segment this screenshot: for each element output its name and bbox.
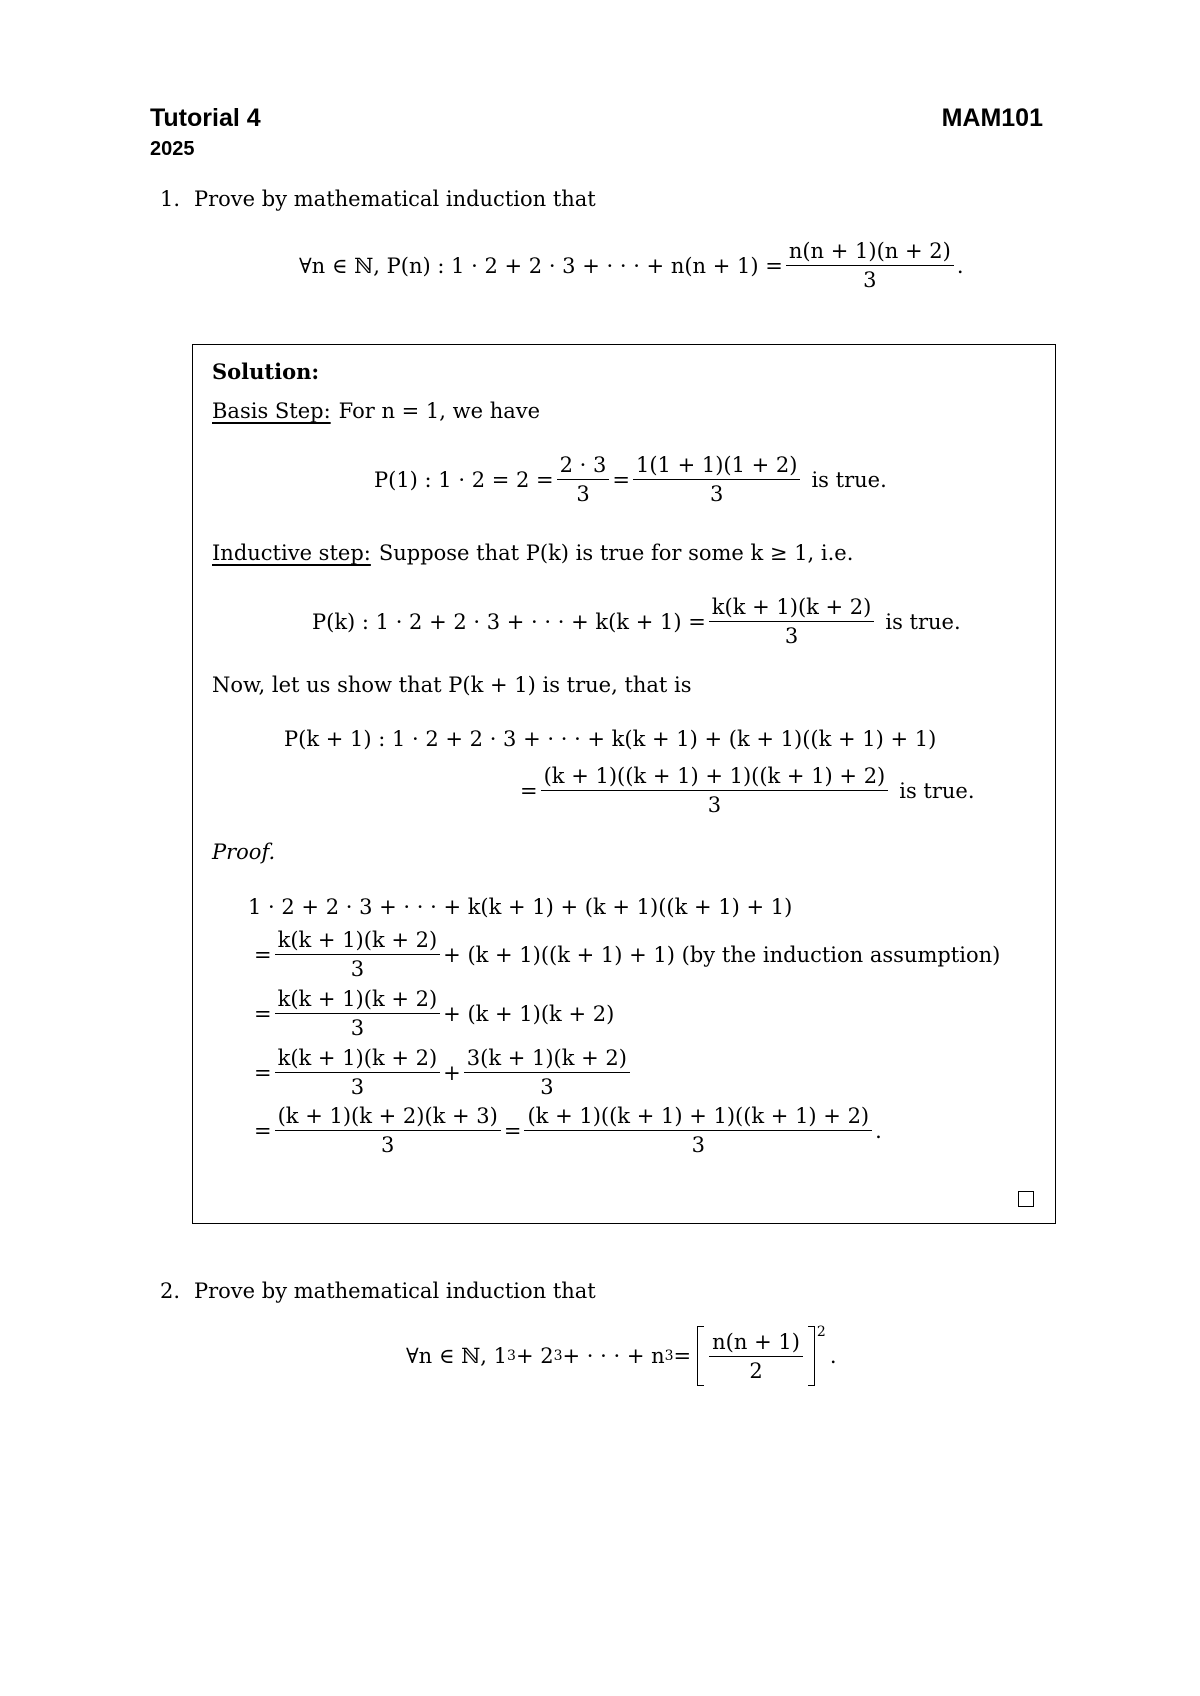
solution-heading [212, 359, 319, 384]
q1-statement-end: . [956, 253, 964, 278]
q1-fraction-denominator: 3 [863, 268, 877, 292]
basis-f2-den: 3 [710, 482, 724, 506]
question-2-text: Prove by mathematical induction that [194, 1279, 596, 1303]
year-label: 2025 [150, 138, 195, 160]
basis-fraction-2 [633, 452, 800, 507]
q2-sup-2: 3 [553, 1348, 563, 1364]
q2-left-c: + · · · + n [562, 1344, 665, 1368]
proof-l3-f2-num: 3(k + 1)(k + 2) [464, 1045, 630, 1073]
proof-label [212, 840, 275, 864]
q1-statement-fraction [786, 238, 954, 293]
proof-l4-eq: = [254, 1118, 272, 1143]
question-1-statement [299, 238, 964, 293]
inductive-step-line [212, 541, 853, 565]
proof-l3-plus: + [443, 1060, 461, 1085]
q1-statement-left: ∀n ∈ ℕ, P(n) : 1 · 2 + 2 · 3 + · · · + n(n + 1) = [299, 253, 783, 278]
pk1-equals: = [520, 778, 538, 803]
pk1-num: (k + 1)((k + 1) + 1)((k + 1) + 2) [541, 763, 889, 791]
pk-left: P(k) : 1 · 2 + 2 · 3 + · · · + k(k + 1) = [312, 609, 706, 634]
pk-num: k(k + 1)(k + 2) [709, 594, 875, 622]
proof-l1-rest: + (k + 1)((k + 1) + 1) (by the induction assumption) [443, 942, 1001, 967]
proof-line-1 [254, 927, 1000, 982]
now-line [212, 673, 692, 697]
proof-label-text: Proof. [212, 840, 276, 864]
q2-num: n(n + 1) [709, 1329, 803, 1357]
pk-fraction [709, 594, 875, 649]
basis-fraction-1 [557, 452, 610, 507]
q2-bracket-group [697, 1326, 815, 1386]
basis-step-text: For n = 1, we have [338, 399, 541, 423]
q2-sup-1: 3 [507, 1348, 516, 1364]
basis-equals: = [612, 467, 630, 492]
proof-l4-f1-num: (k + 1)(k + 2)(k + 3) [275, 1103, 501, 1131]
basis-step-label: Basis Step: [212, 399, 331, 423]
q2-left-b: + 2 [515, 1344, 554, 1368]
proof-l1-fraction [275, 927, 441, 982]
proof-l2-fraction [275, 986, 441, 1041]
pk1-line-1-text: P(k + 1) : 1 · 2 + 2 · 3 + · · · + k(k + 1) + (k + 1)((k + 1) + 1) [284, 727, 937, 751]
solution-heading-text: Solution: [212, 359, 320, 384]
q2-equals: = [673, 1344, 692, 1368]
basis-equation [374, 452, 887, 507]
question-2-prompt [160, 1279, 596, 1303]
q2-sup-3: 3 [664, 1348, 674, 1364]
proof-l3-eq: = [254, 1060, 272, 1085]
q2-fraction [709, 1329, 803, 1384]
proof-l4-f2-num: (k + 1)((k + 1) + 1)((k + 1) + 2) [524, 1103, 872, 1131]
proof-l4-fraction-2 [524, 1103, 872, 1158]
proof-line-2 [254, 986, 614, 1041]
q2-left-a: ∀n ∈ ℕ, 1 [406, 1344, 508, 1368]
pk1-line-2 [520, 763, 975, 818]
proof-l3-f1-den: 3 [350, 1075, 365, 1099]
pk1-line-1 [284, 727, 936, 751]
inductive-step-text: Suppose that P(k) is true for some k ≥ 1, i.e. [378, 541, 854, 565]
pk-is-true: is true. [885, 609, 961, 634]
pk-equation [312, 594, 961, 649]
basis-is-true: is true. [811, 467, 887, 492]
inductive-step-label: Inductive step: [212, 541, 371, 565]
question-1-prompt [160, 187, 596, 211]
basis-f2-num: 1(1 + 1)(1 + 2) [633, 452, 800, 480]
proof-l2-eq: = [254, 1001, 272, 1026]
page-title: Tutorial 4 [150, 104, 261, 132]
q2-square-sup: 2 [816, 1324, 826, 1340]
right-bracket-icon [808, 1326, 815, 1386]
proof-line-0 [248, 895, 792, 919]
left-bracket-icon [697, 1326, 704, 1386]
q2-period: . [829, 1344, 837, 1368]
proof-l3-f2-den: 3 [540, 1075, 554, 1099]
question-2-number: 2. [160, 1279, 181, 1303]
pk1-den: 3 [707, 793, 722, 817]
basis-f1-den: 3 [576, 482, 590, 506]
proof-l1-den: 3 [350, 957, 365, 981]
proof-line-3 [254, 1045, 633, 1100]
pk1-is-true: is true. [899, 778, 975, 803]
proof-l2-num: k(k + 1)(k + 2) [275, 986, 441, 1014]
proof-l2-rest: + (k + 1)(k + 2) [443, 1001, 615, 1026]
basis-f1-num: 2 · 3 [557, 452, 610, 480]
qed-box-icon [1018, 1191, 1034, 1207]
proof-line-0-text: 1 · 2 + 2 · 3 + · · · + k(k + 1) + (k + 1)((k + 1) + 1) [248, 895, 793, 919]
proof-l3-f1-num: k(k + 1)(k + 2) [275, 1045, 441, 1073]
pk-den: 3 [784, 624, 799, 648]
proof-l4-f2-den: 3 [691, 1133, 705, 1157]
question-1-number: 1. [160, 187, 181, 211]
basis-step-line [212, 399, 540, 423]
proof-l1-num: k(k + 1)(k + 2) [275, 927, 441, 955]
course-code: MAM101 [941, 104, 1043, 132]
proof-l3-fraction-1 [275, 1045, 441, 1100]
pk1-fraction [541, 763, 889, 818]
now-text: Now, let us show that P(k + 1) is true, that is [212, 673, 692, 697]
basis-left: P(1) : 1 · 2 = 2 = [374, 467, 554, 492]
proof-l2-den: 3 [350, 1016, 365, 1040]
proof-l4-period: . [875, 1118, 882, 1143]
question-1-text: Prove by mathematical induction that [194, 187, 596, 211]
q2-den: 2 [749, 1358, 763, 1383]
proof-line-4 [254, 1103, 882, 1158]
proof-l4-eq-2: = [503, 1118, 522, 1143]
proof-l1-eq: = [254, 942, 272, 967]
question-2-statement [406, 1326, 837, 1386]
proof-l4-f1-den: 3 [381, 1133, 395, 1157]
proof-l3-fraction-2 [464, 1045, 630, 1100]
q1-fraction-numerator: n(n + 1)(n + 2) [786, 238, 954, 266]
proof-l4-fraction-1 [275, 1103, 501, 1158]
